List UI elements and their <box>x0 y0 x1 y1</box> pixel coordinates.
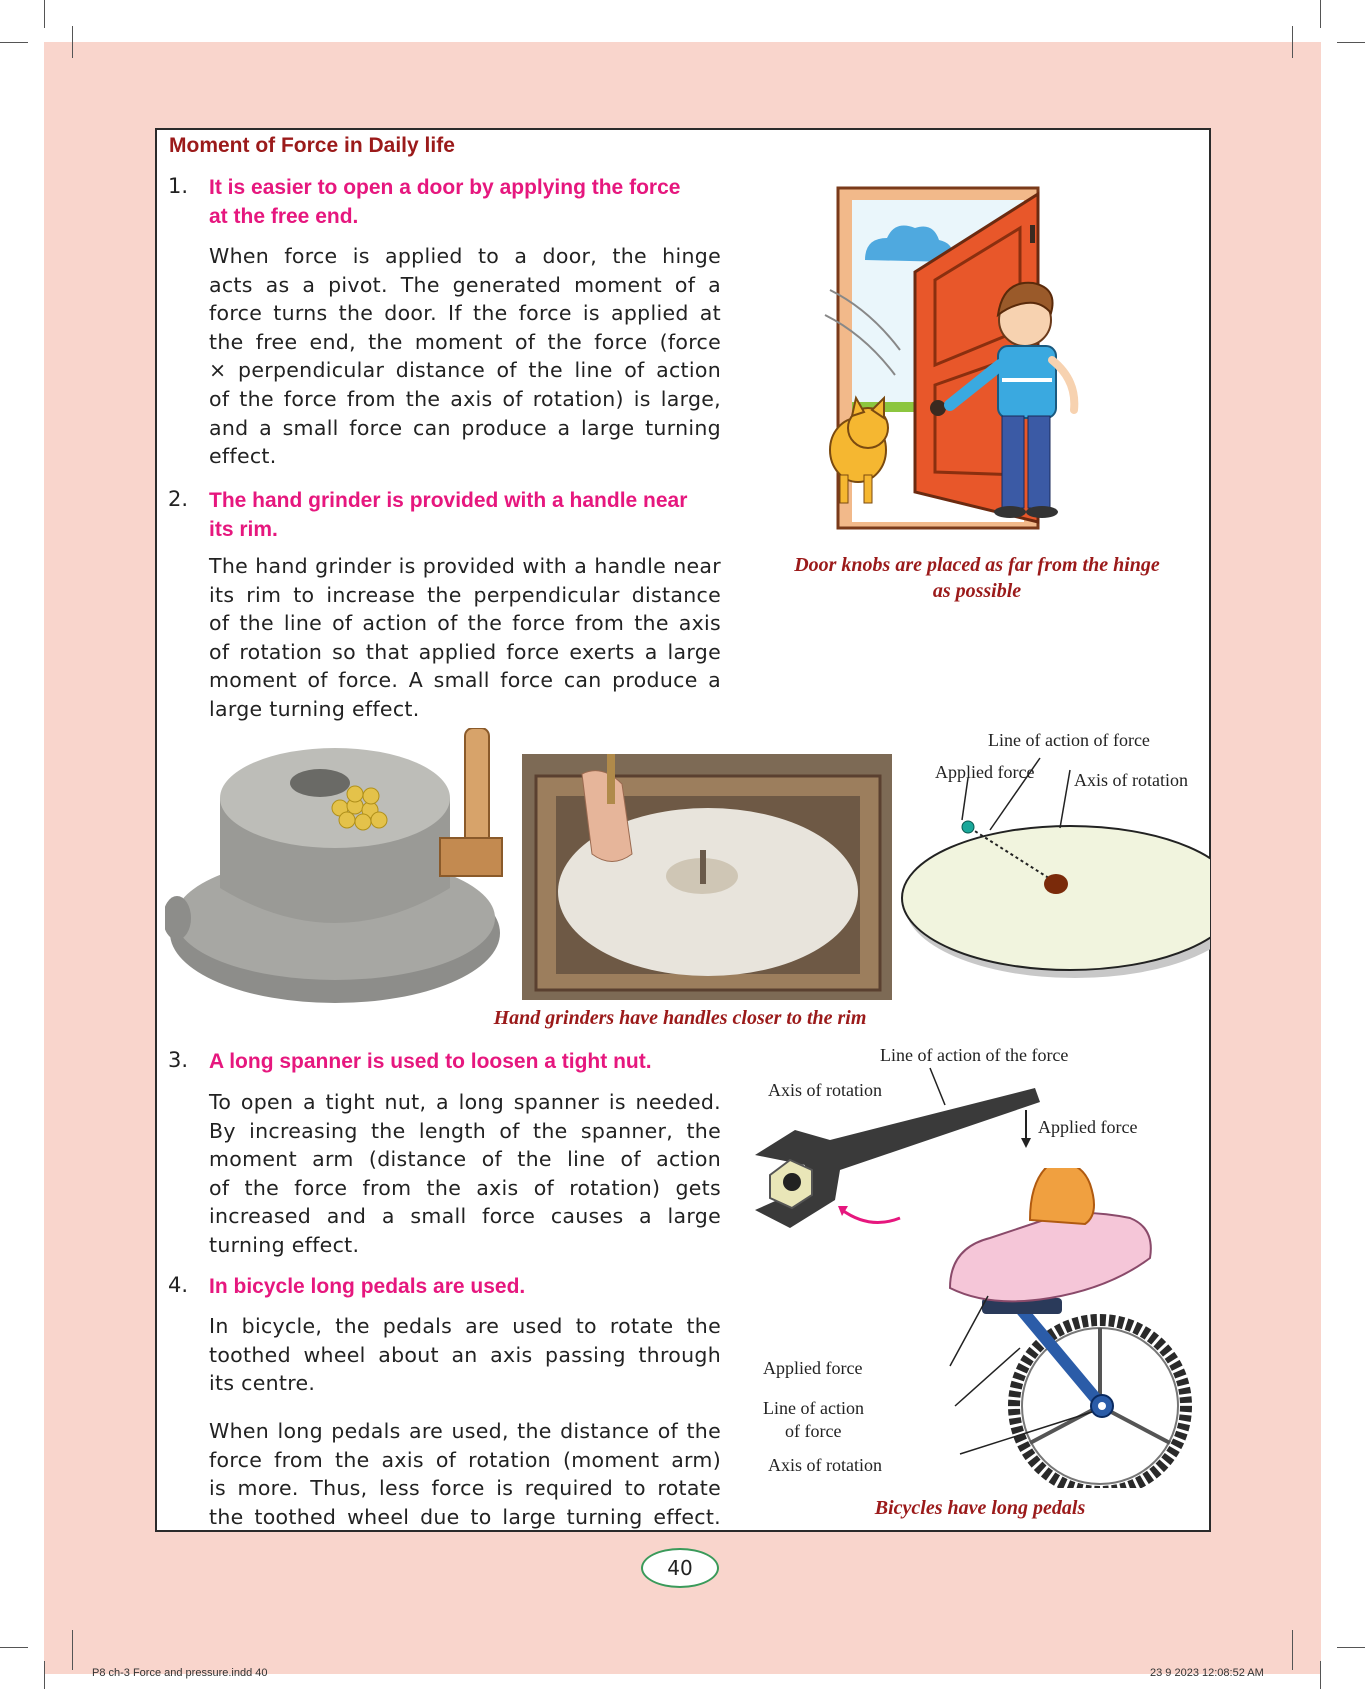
grinder-caption: Hand grinders have handles closer to the rim <box>493 1007 867 1029</box>
item-number: 2. <box>168 487 189 511</box>
text-line: effect. <box>209 444 277 469</box>
item-heading-line: The hand grinder is provided with a handle near <box>209 489 688 512</box>
text-line: large turning effect. <box>209 696 420 721</box>
crop-mark <box>1337 42 1365 43</box>
bicycle-pedal-diagram <box>870 1168 1200 1488</box>
crop-mark <box>72 26 73 58</box>
text-line: toothed wheel about an axis passing through <box>209 1342 721 1367</box>
item-heading-line: its rim. <box>209 518 278 541</box>
text-line: turning effect. <box>209 1232 360 1257</box>
label-bicycle-applied-force: Applied force <box>763 1358 863 1378</box>
label-bicycle-line-of-action-2: of force <box>785 1421 842 1441</box>
label-line-of-action: Line of action of force <box>988 730 1150 750</box>
text-line: its rim to increase the perpendicular distance <box>209 582 721 607</box>
item-paragraph <box>209 552 721 724</box>
item-heading-line: In bicycle long pedals are used. <box>209 1275 526 1298</box>
caption-line: Door knobs are placed as far from the hinge <box>794 554 1160 576</box>
item-number: 4. <box>168 1273 189 1297</box>
text-line: acts as a pivot. The generated moment of a <box>209 272 721 297</box>
text-line: force turns the door. If the force is applied at <box>209 301 721 326</box>
text-line: When long pedals are used, the distance of the <box>209 1419 721 1443</box>
text-line: moment arm (distance of the line of action <box>209 1147 721 1172</box>
text-line: force from the axis of rotation (moment arm) <box>209 1447 721 1472</box>
item-heading-line: at the free end. <box>209 205 359 228</box>
crop-mark <box>1320 0 1321 28</box>
text-line: of the line of action of the force from the axis <box>209 611 721 636</box>
door-illustration <box>820 180 1110 535</box>
footer-timestamp: 23 9 2023 12:08:52 AM <box>1150 1667 1264 1679</box>
crop-mark <box>72 1630 73 1670</box>
text-line: the toothed wheel due to large turning effect. <box>209 1504 721 1529</box>
text-line: The hand grinder is provided with a handle near <box>209 554 721 578</box>
text-line: × perpendicular distance of the line of action <box>209 358 721 383</box>
pedal-crank <box>1020 1308 1102 1406</box>
door-knob <box>930 400 946 416</box>
text-line: and a small force can produce a large turning <box>209 415 721 440</box>
label-spanner-line-of-action: Line of action of the force <box>880 1045 1069 1065</box>
text-line: By increasing the length of the spanner, the <box>209 1118 721 1143</box>
item-paragraph <box>209 1088 721 1260</box>
section-title: Moment of Force in Daily life <box>169 134 455 157</box>
caption-line: as possible <box>932 580 1022 602</box>
crop-mark <box>1292 1630 1293 1670</box>
text-line: In bicycle, the pedals are used to rotate the <box>209 1314 721 1338</box>
crop-mark <box>44 1661 45 1689</box>
item-heading-line: It is easier to open a door by applying the force <box>209 176 681 199</box>
text-line: of rotation so that applied force exerts a large <box>209 639 721 664</box>
shoe-icon <box>950 1213 1151 1301</box>
stone-grinder-image <box>165 728 505 1018</box>
hand-grinder-photo <box>522 754 892 1000</box>
label-spanner-axis: Axis of rotation <box>768 1080 882 1100</box>
crop-mark <box>0 1647 28 1648</box>
text-line: of the force from the axis of rotation) gets <box>209 1175 721 1200</box>
item-paragraph <box>209 1417 721 1531</box>
text-line: To open a tight nut, a long spanner is needed. <box>209 1090 721 1114</box>
bicycle-caption: Bicycles have long pedals <box>874 1497 1086 1519</box>
text-line: the free end, the moment of the force (force <box>209 329 721 354</box>
label-spanner-applied-force: Applied force <box>1038 1117 1138 1137</box>
door-caption <box>752 552 1202 604</box>
item-number: 1. <box>168 174 189 198</box>
item-paragraph <box>209 242 721 471</box>
item-paragraph <box>209 1312 721 1398</box>
item-heading-line: A long spanner is used to loosen a tight nut. <box>209 1050 652 1073</box>
item-number: 3. <box>168 1048 189 1072</box>
label-bicycle-axis: Axis of rotation <box>768 1455 882 1475</box>
crop-mark <box>0 42 28 43</box>
text-line: is more. Thus, less force is required to rotate <box>209 1476 721 1501</box>
text-line: increased and a small force causes a large <box>209 1204 721 1229</box>
crop-mark <box>1337 1647 1365 1648</box>
label-bicycle-line-of-action: Line of action <box>763 1398 864 1418</box>
crop-mark <box>1292 26 1293 58</box>
label-axis-of-rotation: Axis of rotation <box>1074 770 1188 790</box>
footer-file-info: P8 ch-3 Force and pressure.indd 40 <box>92 1667 268 1679</box>
page-number: 40 <box>641 1548 719 1588</box>
text-line: When force is applied to a door, the hinge <box>209 244 721 268</box>
crop-mark <box>44 0 45 28</box>
crop-mark <box>1320 1661 1321 1689</box>
text-line: of the force from the axis of rotation) is large, <box>209 386 721 411</box>
text-line: moment of force. A small force can produce a <box>209 668 721 693</box>
label-applied-force: Applied force <box>935 762 1035 782</box>
text-line: its centre. <box>209 1371 316 1396</box>
